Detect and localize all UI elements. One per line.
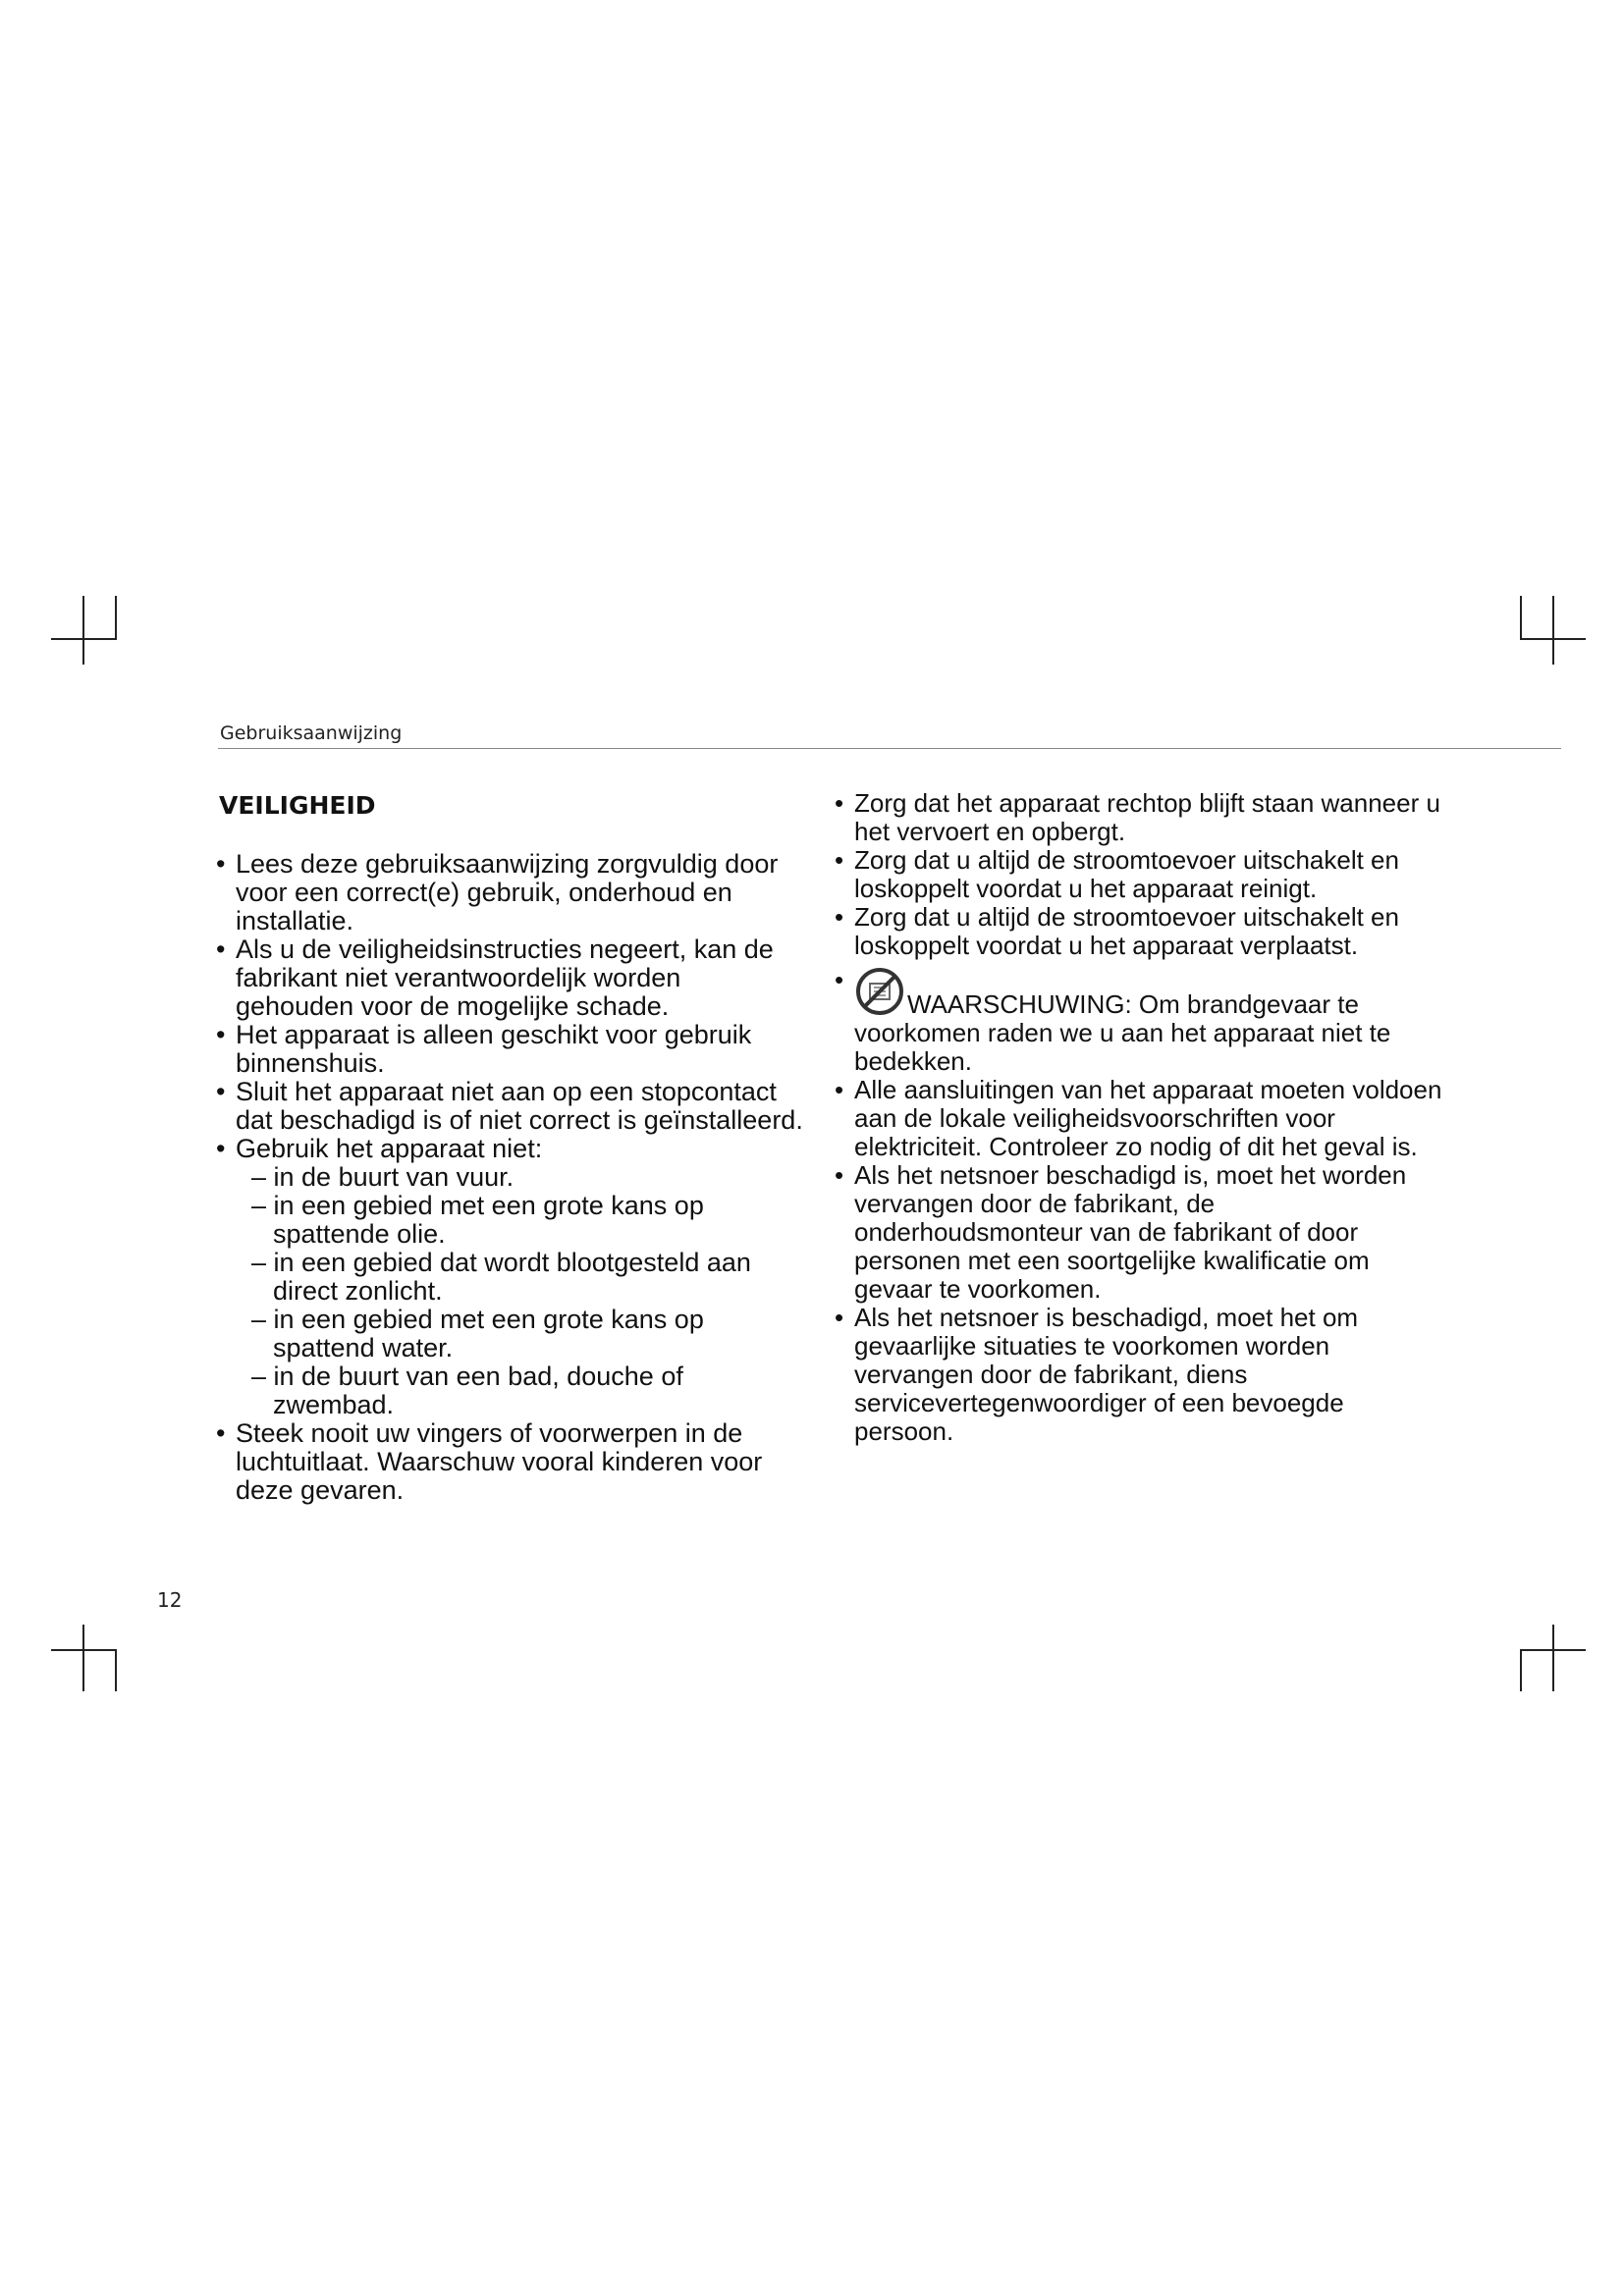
item-text: Als u de veiligheidsinstructies negeert, kan de fabrikant niet verantwoordelijk worden gehouden voor de mogelijke schade. <box>236 934 774 1021</box>
do-not-cover-icon <box>854 966 905 1017</box>
section-heading: VEILIGHEID <box>219 791 376 820</box>
list-sub-item <box>216 1362 805 1419</box>
item-text: Zorg dat u altijd de stroomtoevoer uitschakelt en loskoppelt voordat u het apparaat verplaatst. <box>854 902 1399 960</box>
item-text: Lees deze gebruiksaanwijzing zorgvuldig door voor een correct(e) gebruik, onderhoud en installatie. <box>236 849 779 935</box>
list-item <box>216 850 805 935</box>
list-item <box>216 1135 805 1163</box>
list-sub-item <box>216 1249 805 1306</box>
list-item <box>835 846 1443 903</box>
item-text: – in een gebied met een grote kans op spattende olie. <box>251 1191 704 1249</box>
list-item <box>835 789 1443 846</box>
list-sub-item <box>216 1192 805 1249</box>
item-text: Zorg dat het apparaat rechtop blijft staan wanneer u het vervoert en opbergt. <box>854 788 1440 846</box>
item-text: Het apparaat is alleen geschikt voor gebruik binnenshuis. <box>236 1020 752 1078</box>
item-text: Sluit het apparaat niet aan op een stopcontact dat beschadigd is of niet correct is geïnstalleerd. <box>236 1077 803 1135</box>
list-item <box>835 1161 1443 1304</box>
item-text: Gebruik het apparaat niet: <box>236 1134 543 1163</box>
page-number: 12 <box>157 1588 183 1612</box>
left-column <box>216 791 805 1505</box>
item-text: Als het netsnoer is beschadigd, moet het om gevaarlijke situaties te voorkomen worden vervangen door de fabrikant, diens servicevertegenwoordiger of een bevoegde persoon. <box>854 1303 1359 1446</box>
list-item <box>216 935 805 1021</box>
list-item <box>835 1304 1443 1446</box>
right-column <box>835 789 1443 1446</box>
item-text: – in een gebied met een grote kans op spattend water. <box>251 1305 704 1362</box>
document-header: Gebruiksaanwijzing <box>220 722 403 744</box>
list-item <box>835 1076 1443 1161</box>
safety-list-left <box>216 850 805 1505</box>
item-text: Zorg dat u altijd de stroomtoevoer uitschakelt en loskoppelt voordat u het apparaat reinigt. <box>854 845 1399 903</box>
item-text: – in de buurt van vuur. <box>251 1162 514 1192</box>
list-item <box>835 903 1443 960</box>
item-text: Alle aansluitingen van het apparaat moeten voldoen aan de lokale veiligheidsvoorschriften voor elektriciteit. Controleer zo nodig of dit het geval is. <box>854 1075 1442 1161</box>
list-item <box>216 1419 805 1505</box>
list-sub-item <box>216 1306 805 1362</box>
header-divider <box>218 748 1561 749</box>
item-text: Steek nooit uw vingers of voorwerpen in de luchtuitlaat. Waarschuw vooral kinderen voor deze gevaren. <box>236 1418 763 1505</box>
safety-list-right <box>835 789 1443 1446</box>
list-item <box>216 1021 805 1078</box>
item-text: – in de buurt van een bad, douche of zwembad. <box>251 1362 683 1419</box>
item-text: Als het netsnoer beschadigd is, moet het worden vervangen door de fabrikant, de onderhoudsmonteur van de fabrikant of door personen met een soortgelijke kwalificatie om gevaar te voorkomen. <box>854 1160 1407 1304</box>
item-text: WAARSCHUWING: Om brandgevaar te voorkomen raden we u aan het apparaat niet te bedekken. <box>854 989 1391 1076</box>
item-text: – in een gebied dat wordt blootgesteld aan direct zonlicht. <box>251 1248 751 1306</box>
list-item <box>216 1078 805 1135</box>
list-sub-item <box>216 1163 805 1192</box>
warning-item <box>835 966 1443 1076</box>
